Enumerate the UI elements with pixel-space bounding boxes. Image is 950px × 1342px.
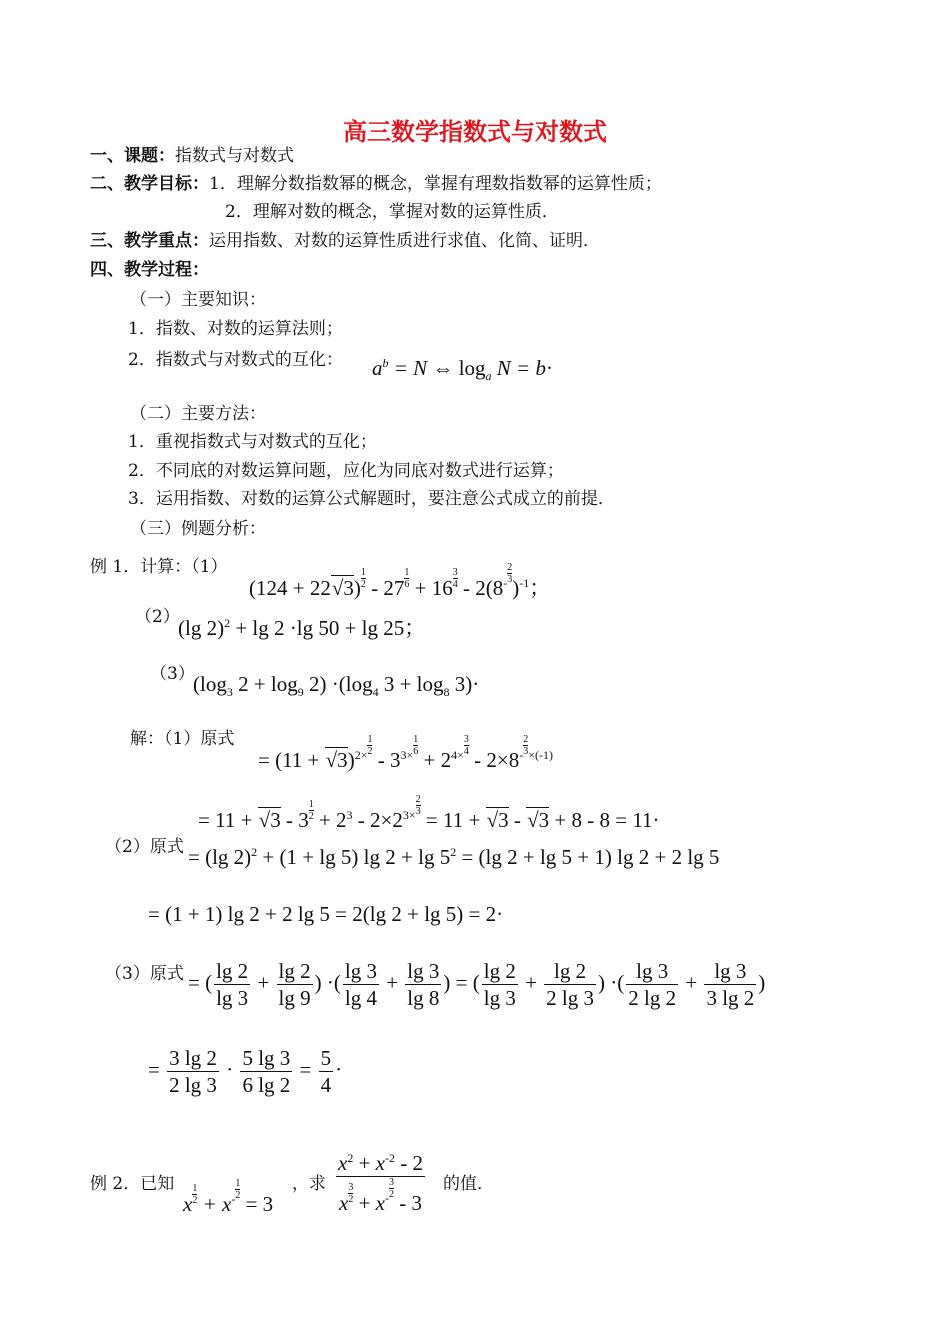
section-2-item-2: 2．理解对数的概念，掌握对数的运算性质． — [225, 202, 559, 222]
example-1-label: 例 1．计算：（1） — [90, 557, 228, 577]
example-1-part-3-formula: ($\log_3$ $2 + \log_9 2) \cdot(\log_4$ $3 + \log_8 3)\cdot$ — [193, 672, 480, 700]
example-1-part-2-formula: (lg 2)$^2$ + lg 2 ·lg 50 + lg 25； — [178, 616, 426, 640]
method-item-1: 1．重视指数式与对数式的互化； — [128, 432, 377, 452]
example-1-part-3-label: （3） — [150, 664, 195, 684]
solution-2-label: （2）原式 — [105, 837, 184, 857]
solution-1-step-2: = 11 + √3 - 3 $\frac{1}{2}$ + $2^3 - 2\times 2^{3\times \frac{2}{3}}$ = 11 + √3 - √3 + 8 - 8 = 11· — [198, 794, 660, 832]
section-2 — [90, 173, 662, 195]
section-1-text: 指数式与对数式 — [175, 146, 294, 166]
section-3-label: 三、教学重点： — [90, 231, 209, 251]
section-2-item-1: 1．理解分数指数幂的概念，掌握有理数指数幂的运算性质； — [209, 174, 662, 194]
solution-3-step-2: = $\frac{3 \lg 2}{2 \lg 3}$ · $\frac{5 \lg 3}{6 \lg 2}$ = $\frac{5}{4}$ · — [148, 1046, 343, 1097]
methods-heading: （二）主要方法： — [130, 404, 266, 424]
section-4-label: 四、教学过程： — [90, 260, 209, 280]
solution-1-label: 解：（1）原式 — [130, 729, 235, 749]
document-title: 高三数学指数式与对数式 — [343, 117, 607, 146]
method-item-2: 2．不同底的对数运算问题，应化为同底对数式进行运算； — [128, 461, 564, 481]
section-3 — [90, 230, 600, 252]
section-2-label: 二、教学目标： — [90, 174, 209, 194]
exp-log-equivalence-formula: $a^b = N$ ⇔ $\log_a N = b\cdot$ — [372, 356, 553, 384]
solution-1-step-1: = $(11 + √3)^{2\times \frac{1}{2}}$ - $3^{3\times \frac{1}{6}}$ + $2^{4\times \frac{3}{4}}$ - $2\times 8^{- \frac{2}{3} \times(-1)}$ — [258, 734, 553, 772]
section-1-label: 一、课题： — [90, 146, 175, 166]
knowledge-heading: （一）主要知识： — [130, 290, 266, 310]
method-item-3: 3．运用指数、对数的运算公式解题时，要注意公式成立的前提． — [128, 489, 615, 509]
example-1-part-1-formula: (124 + 22√3) $\frac{1}{2}$ - 27 $\frac{1}{6}$ + 16 $\frac{3}{4}$ - $2(8^{- \frac{2}{3}}$ )$^{-1}$； — [249, 562, 551, 600]
example-1-part-2-label: （2） — [135, 607, 180, 627]
example-2-target-formula: $x^2 + x^{-2} - 2$ x $\frac{3}{2}$ + $x^{- \frac{3}{2}}$ - 3 — [338, 1151, 423, 1215]
knowledge-item-1: 1．指数、对数的运算法则； — [128, 319, 343, 339]
examples-heading: （三）例题分析： — [130, 519, 266, 539]
example-2-mid-text: ，求 — [292, 1174, 326, 1194]
example-2-label: 例 2．已知 — [90, 1174, 175, 1194]
knowledge-item-2: 2．指数式与对数式的互化： — [128, 350, 343, 370]
example-2-end-text: 的值． — [443, 1174, 494, 1194]
solution-2-step-1: = (lg 2)$^2$ + (1 + lg 5) $\lg 2 + \lg 5^2 = (\lg$ 2 + lg 5 + 1) lg 2 + 2 lg 5 — [188, 845, 720, 869]
section-1 — [90, 145, 294, 167]
example-2-condition-formula: x $\frac{1}{2}$ + $x^{- \frac{1}{2}}$ = 3 — [183, 1178, 274, 1216]
solution-3-step-1: = ( $\frac{\lg 2}{\lg 3}$ + $\frac{\lg 2}{\lg 9}$ ) ·( $\frac{\lg 3}{\lg 4}$ + $\frac{\lg 3}{\lg 8}$ ) = ( $\frac{\lg 2}{\lg 3}$ + $\frac{\lg 2}{2 \lg 3}$ ) ·( $\frac{\lg 3}{2 \lg 2}$ + $\frac{\lg 3}{3 \lg 2}$ ) — [188, 959, 766, 1010]
solution-2-step-2: = (1 + 1) lg 2 + 2 lg 5 = 2(lg 2 + lg 5) = 2· — [148, 902, 504, 926]
solution-3-label: （3）原式 — [105, 964, 184, 984]
section-3-text: 运用指数、对数的运算性质进行求值、化简、证明． — [209, 231, 600, 251]
